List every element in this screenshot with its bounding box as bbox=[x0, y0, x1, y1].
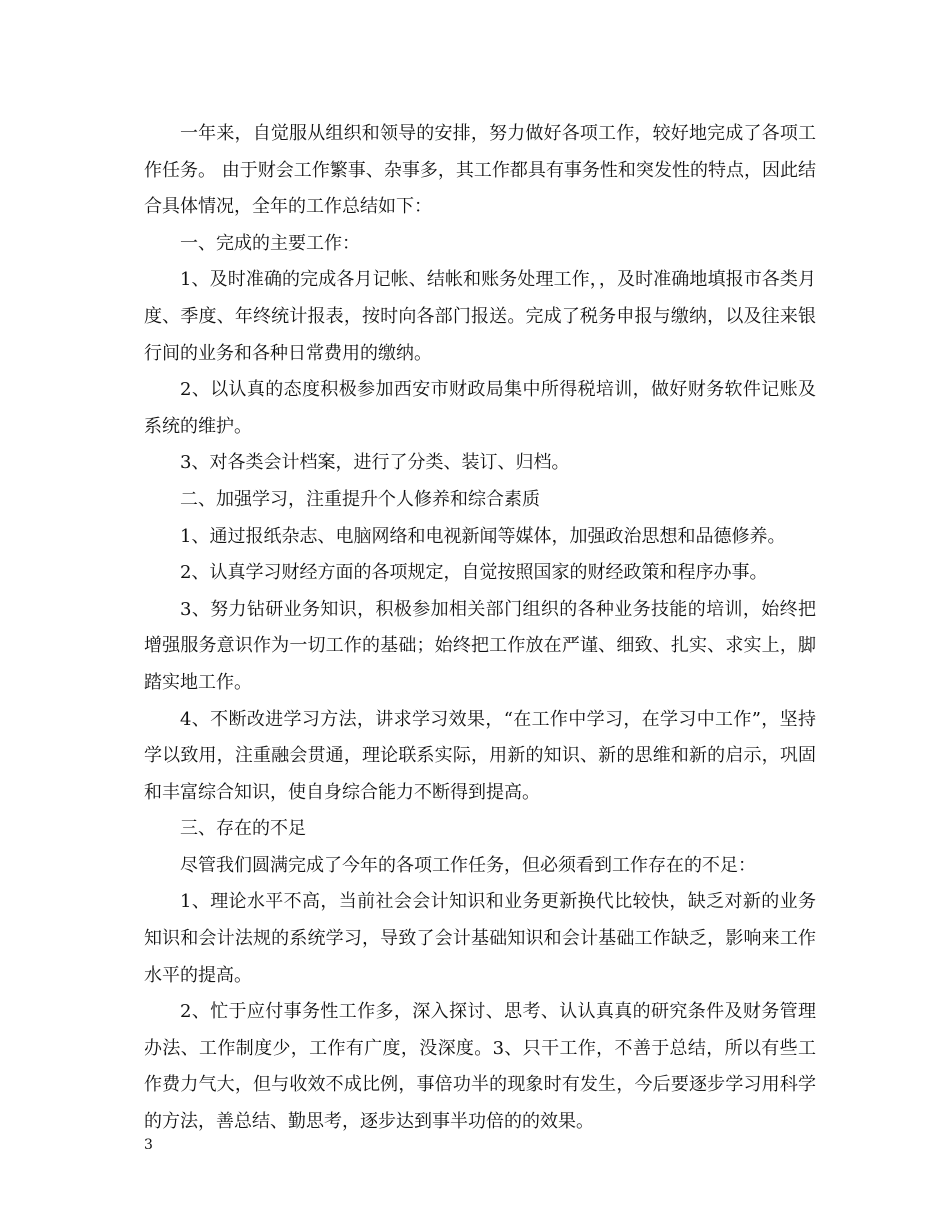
paragraph-main-work-1: 1、及时准确的完成各月记帐、结帐和账务处理工作，，及时准确地填报市各类月度、季度、年终统计报表，按时向各部门报送。完成了税务申报与缴纳，以及往来银行间的业务和各种日常费用的缴纳。 bbox=[144, 269, 816, 364]
paragraph-main-work-3: 3、对各类会计档案，进行了分类、装订、归档。 bbox=[180, 452, 570, 474]
document-body bbox=[144, 116, 816, 1141]
paragraph-shortcomings-intro: 尽管我们圆满完成了今年的各项工作任务，但必须看到工作存在的不足： bbox=[180, 854, 756, 876]
paragraph-intro: 一年来，自觉服从组织和领导的安排，努力做好各项工作，较好地完成了各项工作任务。 由于财会工作繁事、杂事多，其工作都具有事务性和突发性的特点，因此结合具体情况，全年的工作总结如下： bbox=[144, 123, 816, 218]
paragraph-study-1: 1、通过报纸杂志、电脑网络和电视新闻等媒体，加强政治思想和品德修养。 bbox=[180, 525, 786, 547]
heading-main-work: 一、完成的主要工作： bbox=[180, 232, 360, 254]
paragraph-main-work-2: 2、以认真的态度积极参加西安市财政局集中所得税培训，做好财务软件记账及系统的维护。 bbox=[144, 379, 816, 437]
page-number: 3 bbox=[144, 1137, 153, 1153]
paragraph-study-2: 2、认真学习财经方面的各项规定，自觉按照国家的财经政策和程序办事。 bbox=[180, 562, 768, 584]
paragraph-study-3: 3、努力钻研业务知识，积极参加相关部门组织的各种业务技能的培训，始终把增强服务意识作为一切工作的基础；始终把工作放在严谨、细致、扎实、求实上，脚踏实地工作。 bbox=[144, 598, 816, 693]
paragraph-shortcomings-1: 1、理论水平不高，当前社会会计知识和业务更新换代比较快，缺乏对新的业务知识和会计法规的系统学习，导致了会计基础知识和会计基础工作缺乏，影响来工作水平的提高。 bbox=[144, 891, 816, 986]
heading-study: 二、加强学习，注重提升个人修养和综合素质 bbox=[180, 488, 540, 510]
heading-shortcomings: 三、存在的不足 bbox=[180, 818, 306, 840]
paragraph-shortcomings-2: 2、忙于应付事务性工作多，深入探讨、思考、认认真真的研究条件及财务管理办法、工作制度少，工作有广度，没深度。3、只干工作，不善于总结，所以有些工作费力气大，但与收效不成比例，事倍功半的现象时有发生，今后要逐步学习用科学的方法，善总结、勤思考，逐步达到事半功倍的的效果。 bbox=[144, 1001, 816, 1133]
paragraph-study-4: 4、不断改进学习方法，讲求学习效果，“在工作中学习，在学习中工作”，坚持学以致用，注重融会贯通，理论联系实际，用新的知识、新的思维和新的启示，巩固和丰富综合知识，使自身综合能力不断得到提高。 bbox=[144, 708, 816, 803]
